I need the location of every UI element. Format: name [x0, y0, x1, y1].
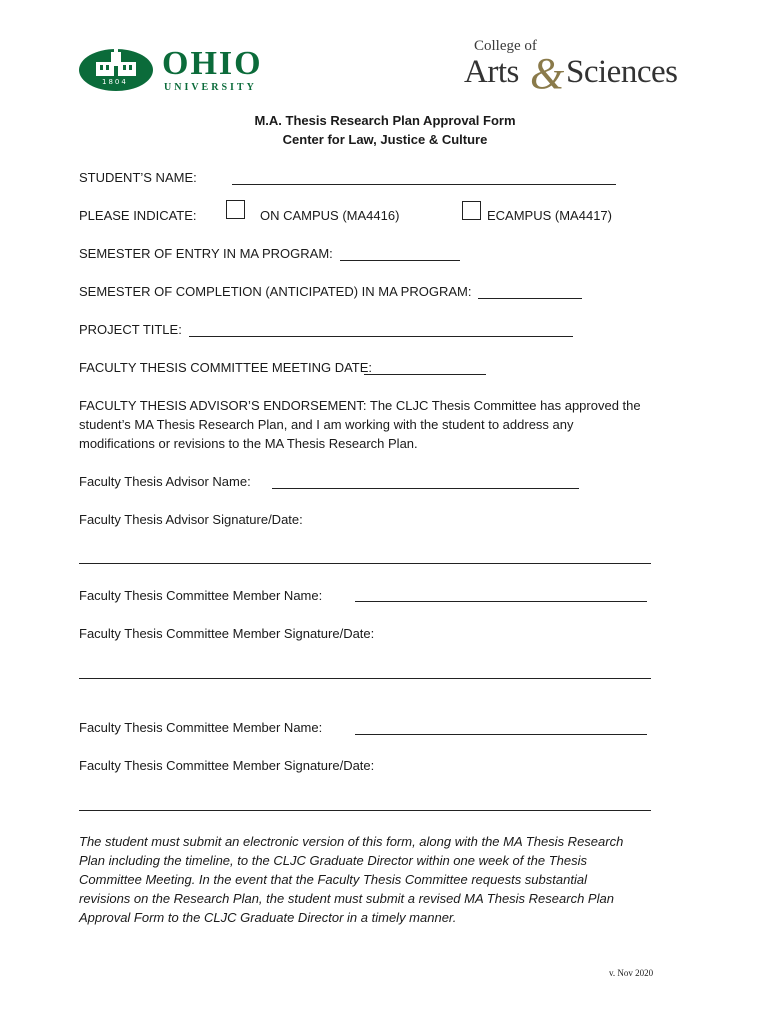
- please-indicate-label: PLEASE INDICATE:: [79, 208, 197, 223]
- semester-completion-field[interactable]: [478, 298, 582, 299]
- form-version: v. Nov 2020: [609, 968, 654, 978]
- ohio-wordmark: OHIO: [162, 45, 263, 82]
- instructions-line: The student must submit an electronic version of this form, along with the MA Thesis Research: [79, 834, 624, 849]
- instructions-line: Approval Form to the CLJC Graduate Director in a timely manner.: [79, 910, 457, 925]
- submission-instructions: [79, 832, 699, 927]
- committee-member-2-name-field[interactable]: [355, 734, 647, 735]
- instructions-line: Committee Meeting. In the event that the Faculty Thesis Committee requests substantial: [79, 872, 587, 887]
- ecampus-checkbox[interactable]: [462, 201, 481, 220]
- meeting-date-label: FACULTY THESIS COMMITTEE MEETING DATE:: [79, 360, 373, 375]
- on-campus-checkbox[interactable]: [226, 200, 245, 219]
- committee-member-2-signature-field[interactable]: [79, 810, 651, 811]
- on-campus-option-label: ON CAMPUS (MA4416): [260, 208, 400, 223]
- endorsement-line: modifications or revisions to the MA Thesis Research Plan.: [79, 436, 418, 451]
- committee-member-2-name-label: Faculty Thesis Committee Member Name:: [79, 720, 323, 735]
- project-title-field[interactable]: [189, 336, 573, 337]
- student-name-label: STUDENT’S NAME:: [79, 170, 197, 185]
- sciences-text: Sciences: [566, 54, 678, 90]
- committee-member-1-name-field[interactable]: [355, 601, 647, 602]
- form-subtitle: Center for Law, Justice & Culture: [282, 132, 488, 147]
- advisor-endorsement-text: [79, 396, 679, 453]
- advisor-name-label: Faculty Thesis Advisor Name:: [79, 474, 251, 489]
- college-of-text: College of: [474, 38, 537, 54]
- university-wordmark: UNIVERSITY: [164, 82, 257, 93]
- instructions-line: Plan including the timeline, to the CLJC Graduate Director within one week of the Thesis: [79, 853, 587, 868]
- student-name-field[interactable]: [232, 184, 616, 185]
- committee-member-1-signature-field[interactable]: [79, 678, 651, 679]
- endorsement-line: student’s MA Thesis Research Plan, and I am working with the student to address any: [79, 417, 574, 432]
- arts-text: Arts: [464, 54, 519, 90]
- form-title: M.A. Thesis Research Plan Approval Form: [254, 113, 516, 128]
- committee-member-1-name-label: Faculty Thesis Committee Member Name:: [79, 588, 323, 603]
- advisor-name-field[interactable]: [272, 488, 579, 489]
- semester-completion-label: SEMESTER OF COMPLETION (ANTICIPATED) IN MA PROGRAM:: [79, 284, 472, 299]
- endorsement-line: FACULTY THESIS ADVISOR’S ENDORSEMENT: The CLJC Thesis Committee has approved the: [79, 398, 641, 413]
- advisor-signature-field[interactable]: [79, 563, 651, 564]
- instructions-line: revisions on the Research Plan, the student must submit a revised MA Thesis Research Plan: [79, 891, 614, 906]
- semester-entry-label: SEMESTER OF ENTRY IN MA PROGRAM:: [79, 246, 333, 261]
- advisor-signature-label: Faculty Thesis Advisor Signature/Date:: [79, 512, 303, 527]
- semester-entry-field[interactable]: [340, 260, 460, 261]
- college-arts-sciences-logo: [464, 38, 684, 98]
- committee-member-2-signature-label: Faculty Thesis Committee Member Signature/Date:: [79, 758, 375, 773]
- ohio-university-logo: [78, 44, 268, 96]
- ampersand-text: &: [530, 49, 565, 98]
- committee-member-1-signature-label: Faculty Thesis Committee Member Signature/Date:: [79, 626, 375, 641]
- ohio-seal-year: 1804: [102, 78, 128, 86]
- project-title-label: PROJECT TITLE:: [79, 322, 182, 337]
- ecampus-option-label: ECAMPUS (MA4417): [487, 208, 612, 223]
- meeting-date-field[interactable]: [364, 374, 486, 375]
